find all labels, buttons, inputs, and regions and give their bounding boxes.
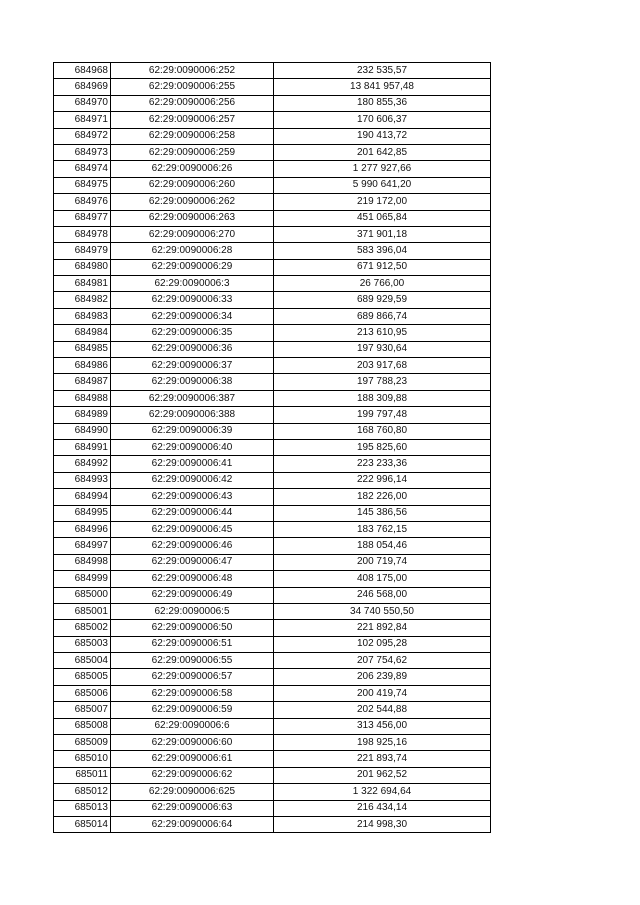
cadastral-value-cell: 188 309,88 <box>274 390 491 406</box>
cadastral-number-cell: 62:29:0090006:35 <box>111 325 274 341</box>
cadastral-value-cell: 313 456,00 <box>274 718 491 734</box>
row-index-cell: 684985 <box>54 341 111 357</box>
row-index-cell: 684968 <box>54 63 111 79</box>
cadastral-number-cell: 62:29:0090006:62 <box>111 767 274 783</box>
cadastral-value-cell: 201 962,52 <box>274 767 491 783</box>
cadastral-number-cell: 62:29:0090006:258 <box>111 128 274 144</box>
row-index-cell: 685009 <box>54 735 111 751</box>
cadastral-value-cell: 246 568,00 <box>274 587 491 603</box>
cadastral-value-cell: 222 996,14 <box>274 472 491 488</box>
row-index-cell: 684969 <box>54 79 111 95</box>
table-row <box>54 325 491 341</box>
table-row <box>54 407 491 423</box>
cadastral-value-cell: 183 762,15 <box>274 521 491 537</box>
cadastral-number-cell: 62:29:0090006:48 <box>111 571 274 587</box>
row-index-cell: 684994 <box>54 489 111 505</box>
cadastral-number-cell: 62:29:0090006:28 <box>111 243 274 259</box>
cadastral-value-cell: 198 925,16 <box>274 735 491 751</box>
cadastral-value-cell: 689 929,59 <box>274 292 491 308</box>
cadastral-value-cell: 206 239,89 <box>274 669 491 685</box>
cadastral-value-cell: 197 930,64 <box>274 341 491 357</box>
cadastral-value-cell: 200 719,74 <box>274 554 491 570</box>
table-row <box>54 144 491 160</box>
row-index-cell: 685013 <box>54 800 111 816</box>
cadastral-number-cell: 62:29:0090006:57 <box>111 669 274 685</box>
table-row <box>54 95 491 111</box>
row-index-cell: 684980 <box>54 259 111 275</box>
table-row <box>54 702 491 718</box>
table-row <box>54 735 491 751</box>
cadastral-number-cell: 62:29:0090006:44 <box>111 505 274 521</box>
cadastral-value-cell: 451 065,84 <box>274 210 491 226</box>
cadastral-number-cell: 62:29:0090006:58 <box>111 685 274 701</box>
row-index-cell: 684988 <box>54 390 111 406</box>
cadastral-number-cell: 62:29:0090006:33 <box>111 292 274 308</box>
cadastral-number-cell: 62:29:0090006:255 <box>111 79 274 95</box>
cadastral-value-cell: 202 544,88 <box>274 702 491 718</box>
table-row <box>54 521 491 537</box>
row-index-cell: 685014 <box>54 816 111 832</box>
cadastral-value-cell: 216 434,14 <box>274 800 491 816</box>
cadastral-value-cell: 180 855,36 <box>274 95 491 111</box>
cadastral-value-cell: 207 754,62 <box>274 653 491 669</box>
table-row <box>54 79 491 95</box>
table-row <box>54 456 491 472</box>
cadastral-number-cell: 62:29:0090006:46 <box>111 538 274 554</box>
table-row <box>54 587 491 603</box>
cadastral-number-cell: 62:29:0090006:260 <box>111 177 274 193</box>
row-index-cell: 685001 <box>54 603 111 619</box>
row-index-cell: 684996 <box>54 521 111 537</box>
cadastral-value-cell: 371 901,18 <box>274 226 491 242</box>
cadastral-number-cell: 62:29:0090006:37 <box>111 358 274 374</box>
row-index-cell: 684984 <box>54 325 111 341</box>
row-index-cell: 684971 <box>54 112 111 128</box>
cadastral-number-cell: 62:29:0090006:55 <box>111 653 274 669</box>
cadastral-number-cell: 62:29:0090006:256 <box>111 95 274 111</box>
table-row <box>54 489 491 505</box>
table-row <box>54 226 491 242</box>
row-index-cell: 684992 <box>54 456 111 472</box>
cadastral-value-table <box>53 62 491 833</box>
cadastral-value-cell: 223 233,36 <box>274 456 491 472</box>
cadastral-number-cell: 62:29:0090006:387 <box>111 390 274 406</box>
cadastral-number-cell: 62:29:0090006:3 <box>111 276 274 292</box>
cadastral-number-cell: 62:29:0090006:257 <box>111 112 274 128</box>
table-row <box>54 620 491 636</box>
cadastral-value-cell: 232 535,57 <box>274 63 491 79</box>
cadastral-value-cell: 671 912,50 <box>274 259 491 275</box>
cadastral-value-cell: 182 226,00 <box>274 489 491 505</box>
row-index-cell: 684976 <box>54 194 111 210</box>
cadastral-number-cell: 62:29:0090006:63 <box>111 800 274 816</box>
cadastral-value-cell: 26 766,00 <box>274 276 491 292</box>
row-index-cell: 684974 <box>54 161 111 177</box>
row-index-cell: 684978 <box>54 226 111 242</box>
row-index-cell: 684999 <box>54 571 111 587</box>
cadastral-number-cell: 62:29:0090006:252 <box>111 63 274 79</box>
row-index-cell: 684993 <box>54 472 111 488</box>
row-index-cell: 684973 <box>54 144 111 160</box>
cadastral-value-cell: 214 998,30 <box>274 816 491 832</box>
table-row <box>54 472 491 488</box>
row-index-cell: 684983 <box>54 308 111 324</box>
cadastral-value-cell: 199 797,48 <box>274 407 491 423</box>
cadastral-number-cell: 62:29:0090006:625 <box>111 784 274 800</box>
table-row <box>54 636 491 652</box>
table-row <box>54 538 491 554</box>
cadastral-value-cell: 408 175,00 <box>274 571 491 587</box>
cadastral-number-cell: 62:29:0090006:5 <box>111 603 274 619</box>
table-row <box>54 276 491 292</box>
cadastral-number-cell: 62:29:0090006:45 <box>111 521 274 537</box>
row-index-cell: 684979 <box>54 243 111 259</box>
cadastral-value-cell: 1 277 927,66 <box>274 161 491 177</box>
cadastral-number-cell: 62:29:0090006:49 <box>111 587 274 603</box>
row-index-cell: 684981 <box>54 276 111 292</box>
table-row <box>54 161 491 177</box>
table-row <box>54 439 491 455</box>
cadastral-value-cell: 5 990 641,20 <box>274 177 491 193</box>
table-row <box>54 816 491 832</box>
table-row <box>54 210 491 226</box>
cadastral-number-cell: 62:29:0090006:42 <box>111 472 274 488</box>
cadastral-value-cell: 145 386,56 <box>274 505 491 521</box>
cadastral-number-cell: 62:29:0090006:263 <box>111 210 274 226</box>
table-row <box>54 292 491 308</box>
table-row <box>54 718 491 734</box>
table-row <box>54 112 491 128</box>
cadastral-number-cell: 62:29:0090006:64 <box>111 816 274 832</box>
table-row <box>54 259 491 275</box>
table-row <box>54 685 491 701</box>
row-index-cell: 684987 <box>54 374 111 390</box>
row-index-cell: 685004 <box>54 653 111 669</box>
cadastral-number-cell: 62:29:0090006:34 <box>111 308 274 324</box>
table-row <box>54 505 491 521</box>
cadastral-value-cell: 213 610,95 <box>274 325 491 341</box>
row-index-cell: 684990 <box>54 423 111 439</box>
row-index-cell: 684977 <box>54 210 111 226</box>
row-index-cell: 684972 <box>54 128 111 144</box>
cadastral-number-cell: 62:29:0090006:6 <box>111 718 274 734</box>
cadastral-value-cell: 168 760,80 <box>274 423 491 439</box>
cadastral-number-cell: 62:29:0090006:43 <box>111 489 274 505</box>
row-index-cell: 685005 <box>54 669 111 685</box>
table-row <box>54 341 491 357</box>
table-row <box>54 603 491 619</box>
table-row <box>54 243 491 259</box>
cadastral-number-cell: 62:29:0090006:39 <box>111 423 274 439</box>
table-row <box>54 194 491 210</box>
table-row <box>54 177 491 193</box>
row-index-cell: 684991 <box>54 439 111 455</box>
cadastral-number-cell: 62:29:0090006:61 <box>111 751 274 767</box>
cadastral-number-cell: 62:29:0090006:38 <box>111 374 274 390</box>
row-index-cell: 685008 <box>54 718 111 734</box>
cadastral-number-cell: 62:29:0090006:36 <box>111 341 274 357</box>
table-row <box>54 571 491 587</box>
cadastral-value-cell: 1 322 694,64 <box>274 784 491 800</box>
cadastral-number-cell: 62:29:0090006:51 <box>111 636 274 652</box>
table-row <box>54 767 491 783</box>
cadastral-value-cell: 195 825,60 <box>274 439 491 455</box>
row-index-cell: 685000 <box>54 587 111 603</box>
row-index-cell: 684997 <box>54 538 111 554</box>
cadastral-value-cell: 219 172,00 <box>274 194 491 210</box>
cadastral-number-cell: 62:29:0090006:40 <box>111 439 274 455</box>
cadastral-number-cell: 62:29:0090006:60 <box>111 735 274 751</box>
cadastral-value-cell: 197 788,23 <box>274 374 491 390</box>
table-row <box>54 751 491 767</box>
table-row <box>54 784 491 800</box>
cadastral-value-cell: 188 054,46 <box>274 538 491 554</box>
cadastral-value-cell: 170 606,37 <box>274 112 491 128</box>
cadastral-value-cell: 689 866,74 <box>274 308 491 324</box>
table-row <box>54 374 491 390</box>
cadastral-value-cell: 583 396,04 <box>274 243 491 259</box>
cadastral-number-cell: 62:29:0090006:41 <box>111 456 274 472</box>
table-row <box>54 653 491 669</box>
row-index-cell: 684982 <box>54 292 111 308</box>
cadastral-value-cell: 190 413,72 <box>274 128 491 144</box>
table-row <box>54 554 491 570</box>
cadastral-value-cell: 221 893,74 <box>274 751 491 767</box>
row-index-cell: 684989 <box>54 407 111 423</box>
cadastral-number-cell: 62:29:0090006:50 <box>111 620 274 636</box>
cadastral-number-cell: 62:29:0090006:26 <box>111 161 274 177</box>
row-index-cell: 685011 <box>54 767 111 783</box>
cadastral-number-cell: 62:29:0090006:388 <box>111 407 274 423</box>
cadastral-value-cell: 201 642,85 <box>274 144 491 160</box>
cadastral-number-cell: 62:29:0090006:47 <box>111 554 274 570</box>
table-row <box>54 423 491 439</box>
table-row <box>54 128 491 144</box>
cadastral-value-cell: 34 740 550,50 <box>274 603 491 619</box>
row-index-cell: 685010 <box>54 751 111 767</box>
table-row <box>54 390 491 406</box>
table-row <box>54 63 491 79</box>
cadastral-value-cell: 13 841 957,48 <box>274 79 491 95</box>
cadastral-number-cell: 62:29:0090006:262 <box>111 194 274 210</box>
row-index-cell: 685012 <box>54 784 111 800</box>
cadastral-number-cell: 62:29:0090006:29 <box>111 259 274 275</box>
cadastral-value-cell: 203 917,68 <box>274 358 491 374</box>
row-index-cell: 684986 <box>54 358 111 374</box>
row-index-cell: 685002 <box>54 620 111 636</box>
cadastral-value-cell: 102 095,28 <box>274 636 491 652</box>
row-index-cell: 685007 <box>54 702 111 718</box>
table-row <box>54 358 491 374</box>
row-index-cell: 684975 <box>54 177 111 193</box>
table-row <box>54 669 491 685</box>
cadastral-number-cell: 62:29:0090006:270 <box>111 226 274 242</box>
table-body <box>54 63 491 833</box>
row-index-cell: 684970 <box>54 95 111 111</box>
table-row <box>54 308 491 324</box>
cadastral-value-cell: 200 419,74 <box>274 685 491 701</box>
table-row <box>54 800 491 816</box>
cadastral-number-cell: 62:29:0090006:259 <box>111 144 274 160</box>
cadastral-number-cell: 62:29:0090006:59 <box>111 702 274 718</box>
cadastral-value-cell: 221 892,84 <box>274 620 491 636</box>
row-index-cell: 685003 <box>54 636 111 652</box>
row-index-cell: 684998 <box>54 554 111 570</box>
row-index-cell: 684995 <box>54 505 111 521</box>
row-index-cell: 685006 <box>54 685 111 701</box>
